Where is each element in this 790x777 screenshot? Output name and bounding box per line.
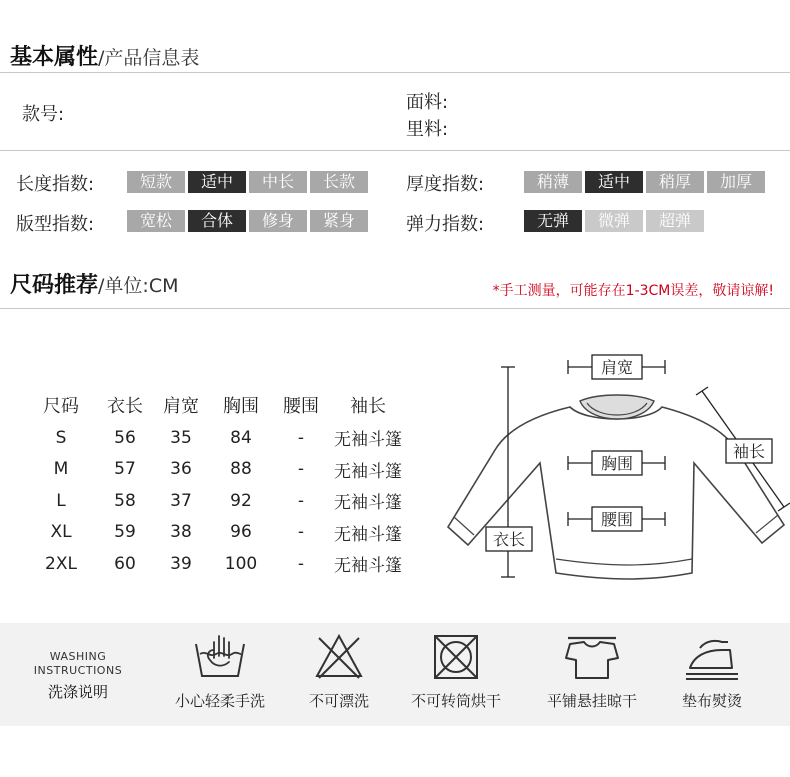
length-cell: 58: [114, 490, 136, 511]
sleeve-cell: 无袖斗篷: [334, 524, 402, 545]
sleeve-cell: 无袖斗篷: [334, 556, 402, 577]
wash-item-no-bleach: [297, 632, 381, 711]
thickness-option-extra-thick: 加厚: [707, 171, 765, 193]
thickness-index-options: [524, 171, 765, 193]
length-cell: 57: [114, 459, 136, 480]
thickness-option-thin: 稍薄: [524, 171, 582, 193]
no-tumble-dry-icon: [431, 632, 481, 682]
elastic-option-slight: 微弹: [585, 210, 643, 232]
no-bleach-icon: [313, 632, 365, 682]
col-shoulder: 肩宽: [163, 396, 199, 417]
table-row: [22, 517, 404, 549]
divider: [0, 150, 790, 151]
length-index-label: 长度指数:: [16, 174, 95, 195]
table-row: [22, 422, 404, 454]
shoulder-cell: 39: [170, 553, 192, 574]
thickness-option-thick: 稍厚: [646, 171, 704, 193]
elastic-option-high: 超弹: [646, 210, 704, 232]
col-size: 尺码: [43, 396, 79, 417]
wash-item-flat-dry: [533, 632, 651, 711]
length-index-options: [127, 171, 368, 193]
washing-title-en-1: WASHING: [49, 650, 107, 663]
chest-cell: 92: [230, 490, 252, 511]
size-table-header: [22, 388, 404, 422]
chest-cell: 88: [230, 459, 252, 480]
table-row: [22, 485, 404, 517]
length-cell: 60: [114, 553, 136, 574]
sleeve-cell: 无袖斗篷: [334, 430, 402, 451]
no-bleach-label: 不可漂洗: [308, 692, 369, 710]
style-number-label: 款号:: [22, 104, 65, 125]
waist-label: 腰围: [600, 510, 634, 529]
fit-option-loose: 宽松: [127, 210, 185, 232]
hand-wash-icon: [192, 632, 248, 682]
col-sleeve: 袖长: [350, 396, 386, 417]
measurement-note: *手工测量，可能存在1-3CM误差，敬请谅解!: [492, 283, 774, 299]
divider: [0, 308, 790, 309]
basic-info-heading: [10, 40, 199, 71]
flat-dry-label: 平铺悬挂晾干: [546, 692, 637, 710]
wash-item-hand-wash: [163, 632, 277, 711]
waist-cell: -: [297, 427, 305, 448]
no-tumble-dry-label: 不可转筒烘干: [410, 692, 501, 710]
iron-with-cloth-icon: [682, 632, 742, 682]
size-cell: 2XL: [45, 553, 77, 574]
shoulder-measure: [568, 355, 665, 379]
size-title: 尺码推荐: [10, 273, 99, 298]
fit-index-options: [127, 210, 368, 232]
waist-cell: -: [297, 553, 305, 574]
sleeve-cell: 无袖斗篷: [334, 461, 402, 482]
iron-with-cloth-label: 垫布熨烫: [681, 692, 742, 710]
shoulder-cell: 35: [170, 427, 192, 448]
fit-option-slim: 修身: [249, 210, 307, 232]
shoulder-cell: 36: [170, 459, 192, 480]
size-cell: S: [55, 427, 67, 448]
fit-option-tight: 紧身: [310, 210, 368, 232]
length-cell: 59: [114, 522, 136, 543]
size-heading: [10, 268, 178, 299]
sleeve-cell: 无袖斗篷: [334, 493, 402, 514]
washing-title-en-2: INSTRUCTIONS: [33, 664, 123, 677]
size-cell: L: [56, 490, 66, 511]
elastic-index-label: 弹力指数:: [406, 214, 485, 235]
col-waist: 腰围: [283, 396, 319, 417]
length-cell: 56: [114, 427, 136, 448]
washing-title-cn: 洗涤说明: [47, 683, 108, 701]
chest-cell: 84: [230, 427, 252, 448]
waist-cell: -: [297, 522, 305, 543]
washing-title: [26, 650, 130, 702]
lining-label: 里料:: [406, 119, 449, 140]
shoulder-cell: 37: [170, 490, 192, 511]
waist-cell: -: [297, 490, 305, 511]
divider: [0, 72, 790, 73]
size-cell: M: [53, 459, 69, 480]
basic-info-title: 基本属性: [10, 45, 99, 70]
size-cell: XL: [50, 522, 72, 543]
elastic-option-none: 无弹: [524, 210, 582, 232]
length-option-mid-long: 中长: [249, 171, 307, 193]
chest-cell: 96: [230, 522, 252, 543]
length-option-long: 长款: [310, 171, 368, 193]
col-length: 衣长: [107, 396, 143, 417]
length-option-short: 短款: [127, 171, 185, 193]
fabric-label: 面料:: [406, 92, 449, 113]
col-chest: 胸围: [223, 396, 259, 417]
thickness-index-label: 厚度指数:: [406, 174, 485, 195]
table-row: [22, 548, 404, 580]
wash-item-iron-with-cloth: [670, 632, 754, 711]
length-option-medium: 适中: [188, 171, 246, 193]
size-table: [22, 388, 404, 580]
hand-wash-label: 小心轻柔手洗: [174, 692, 265, 710]
shoulder-label: 肩宽: [600, 358, 634, 377]
table-row: [22, 454, 404, 486]
wash-item-no-tumble-dry: [398, 632, 514, 711]
sweater-outline: [448, 407, 784, 579]
chest-cell: 100: [224, 553, 258, 574]
flat-dry-icon: [564, 632, 620, 682]
elastic-index-options: [524, 210, 704, 232]
fit-index-label: 版型指数:: [16, 214, 95, 235]
fit-option-regular: 合体: [188, 210, 246, 232]
sleeve-label: 袖长: [732, 442, 766, 461]
thickness-option-medium: 适中: [585, 171, 643, 193]
size-unit: /单位:CM: [98, 275, 179, 297]
basic-info-subtitle: /产品信息表: [98, 47, 200, 69]
sweater-measurement-diagram: [440, 345, 790, 595]
waist-cell: -: [297, 459, 305, 480]
length-label: 衣长: [492, 530, 526, 549]
shoulder-cell: 38: [170, 522, 192, 543]
chest-label: 胸围: [600, 454, 634, 473]
